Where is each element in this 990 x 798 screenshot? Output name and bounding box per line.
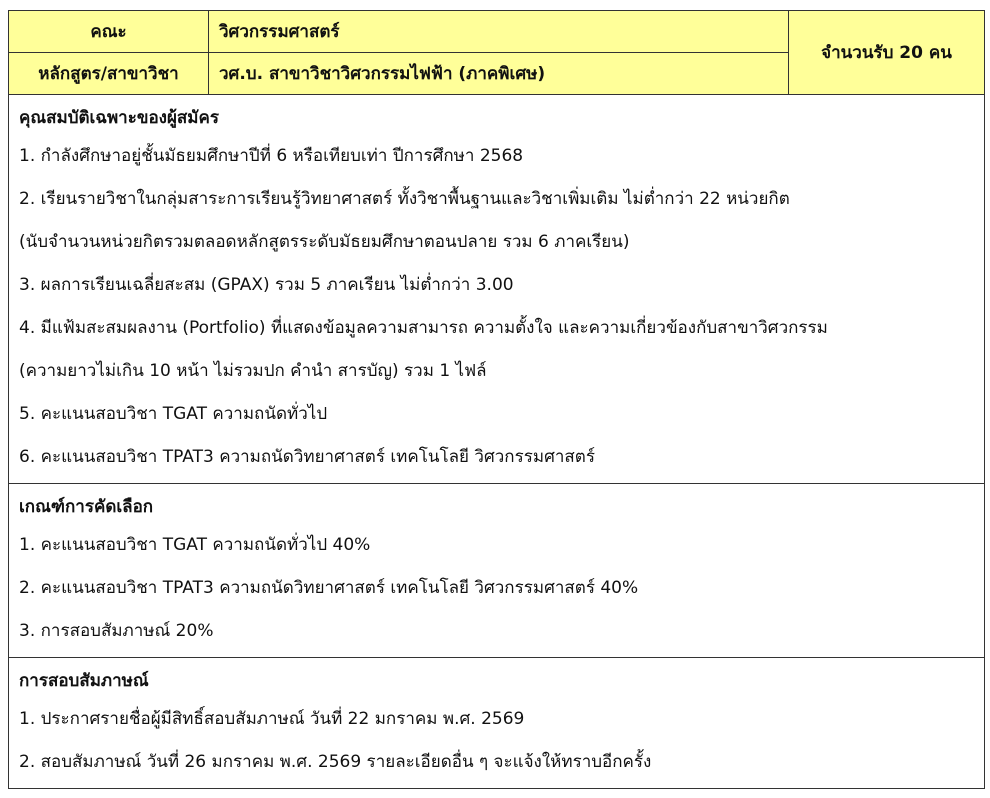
program-label: หลักสูตร/สาขาวิชา <box>9 53 209 95</box>
interview-section-row <box>9 658 985 789</box>
criteria-section-row <box>9 484 985 658</box>
interview-line: 2. สอบสัมภาษณ์ วันที่ 26 มกราคม พ.ศ. 2569 รายละเอียดอื่น ๆ จะแจ้งให้ทราบอีกครั้ง <box>19 752 652 772</box>
qualification-line: 1. กำลังศึกษาอยู่ชั้นมัธยมศึกษาปีที่ 6 หรือเทียบเท่า ปีการศึกษา 2568 <box>19 146 524 166</box>
faculty-label: คณะ <box>9 11 209 53</box>
interview-line: 1. ประกาศรายชื่อผู้มีสิทธิ์สอบสัมภาษณ์ วันที่ 22 มกราคม พ.ศ. 2569 <box>19 709 525 729</box>
faculty-row <box>9 11 985 53</box>
qualification-line: 6. คะแนนสอบวิชา TPAT3 ความถนัดวิทยาศาสตร์ เทคโนโลยี วิศวกรรมศาสตร์ <box>19 447 595 467</box>
criteria-line: 3. การสอบสัมภาษณ์ 20% <box>19 621 214 641</box>
qualifications-title: คุณสมบัติเฉพาะของผู้สมัคร <box>19 108 220 128</box>
qualification-line: (ความยาวไม่เกิน 10 หน้า ไม่รวมปก คำนำ สารบัญ) รวม 1 ไฟล์ <box>19 361 487 381</box>
quota-cell: จำนวนรับ 20 คน <box>789 11 985 95</box>
qualification-line: 2. เรียนรายวิชาในกลุ่มสาระการเรียนรู้วิทยาศาสตร์ ทั้งวิชาพื้นฐานและวิชาเพิ่มเติม ไม่ต่ำกว่า 22 หน่วยกิต <box>19 189 790 209</box>
criteria-line: 2. คะแนนสอบวิชา TPAT3 ความถนัดวิทยาศาสตร์ เทคโนโลยี วิศวกรรมศาสตร์ 40% <box>19 578 639 598</box>
program-value: วศ.บ. สาขาวิชาวิศวกรรมไฟฟ้า (ภาคพิเศษ) <box>209 53 789 95</box>
admission-info-table <box>8 10 985 789</box>
faculty-value: วิศวกรรมศาสตร์ <box>209 11 789 53</box>
qualification-line: (นับจำนวนหน่วยกิตรวมตลอดหลักสูตรระดับมัธยมศึกษาตอนปลาย รวม 6 ภาคเรียน) <box>19 232 630 252</box>
qualifications-section-row <box>9 95 985 484</box>
criteria-title: เกณฑ์การคัดเลือก <box>19 497 154 517</box>
qualification-line: 4. มีแฟ้มสะสมผลงาน (Portfolio) ที่แสดงข้อมูลความสามารถ ความตั้งใจ และความเกี่ยวข้องกับสาขาวิศวกรรม <box>19 318 828 338</box>
qualification-line: 5. คะแนนสอบวิชา TGAT ความถนัดทั่วไป <box>19 404 328 424</box>
interview-title: การสอบสัมภาษณ์ <box>19 671 149 691</box>
qualifications-section <box>9 95 985 484</box>
interview-section <box>9 658 985 789</box>
qualification-line: 3. ผลการเรียนเฉลี่ยสะสม (GPAX) รวม 5 ภาคเรียน ไม่ต่ำกว่า 3.00 <box>19 275 514 295</box>
criteria-section <box>9 484 985 658</box>
criteria-line: 1. คะแนนสอบวิชา TGAT ความถนัดทั่วไป 40% <box>19 535 371 555</box>
